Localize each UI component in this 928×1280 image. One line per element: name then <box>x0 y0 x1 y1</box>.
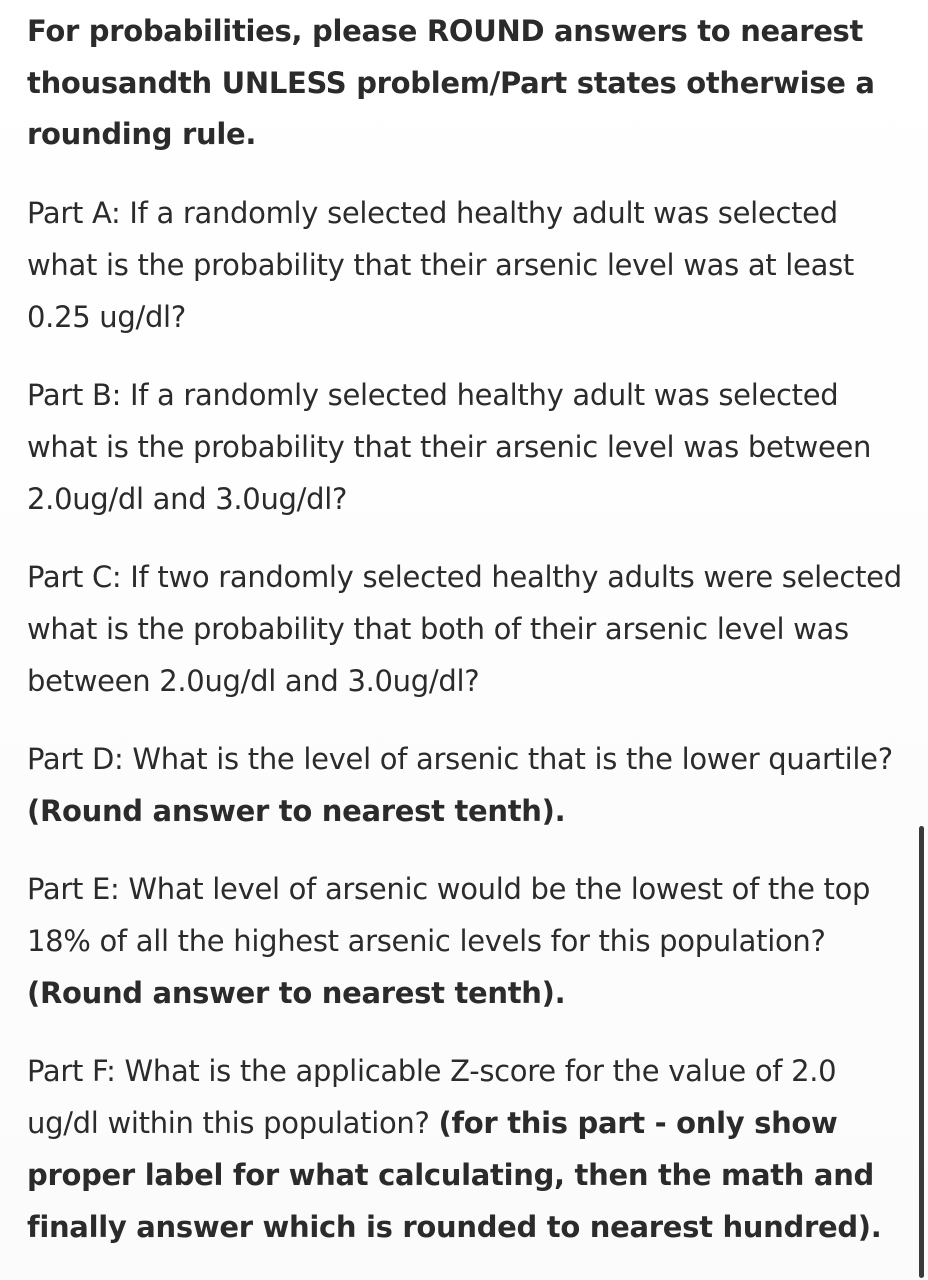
vertical-scrollbar[interactable] <box>919 826 924 1278</box>
part-d-rounding-note: (Round answer to nearest tenth). <box>27 793 566 828</box>
part-d-question <box>27 733 902 837</box>
part-c-text: Part C: If two randomly selected healthy adults were selected what is the probability that both of their arsenic level was between 2.0ug/dl and 3.0ug/dl? <box>27 559 902 698</box>
part-c-question <box>27 551 902 707</box>
part-f-question <box>27 1045 902 1253</box>
rounding-instructions: For probabilities, please ROUND answers to nearest thousandth UNLESS problem/Part states otherwise a rounding rule. <box>27 14 875 151</box>
part-a-question <box>27 187 902 343</box>
part-e-rounding-note: (Round answer to nearest tenth). <box>27 975 566 1010</box>
part-a-text: Part A: If a randomly selected healthy adult was selected what is the probability that their arsenic level was at least 0.25 ug/dl? <box>27 195 854 334</box>
document-content <box>27 6 902 1253</box>
part-b-question <box>27 369 902 525</box>
part-d-text: Part D: What is the level of arsenic that is the lower quartile? <box>27 741 893 776</box>
part-f-text: Part F: What is the applicable Z-score for the value of 2.0 ug/dl within this population? <box>27 1053 837 1140</box>
part-e-question <box>27 863 902 1019</box>
part-e-text: Part E: What level of arsenic would be the lowest of the top 18% of all the highest arsenic levels for this population? <box>27 871 871 958</box>
part-b-text: Part B: If a randomly selected healthy adult was selected what is the probability that their arsenic level was between 2.0ug/dl and 3.0ug/dl? <box>27 377 872 516</box>
part-f-instructions-note: (for this part - only show proper label for what calculating, then the math and finally answer which is rounded to nearest hundred). <box>27 1105 882 1244</box>
